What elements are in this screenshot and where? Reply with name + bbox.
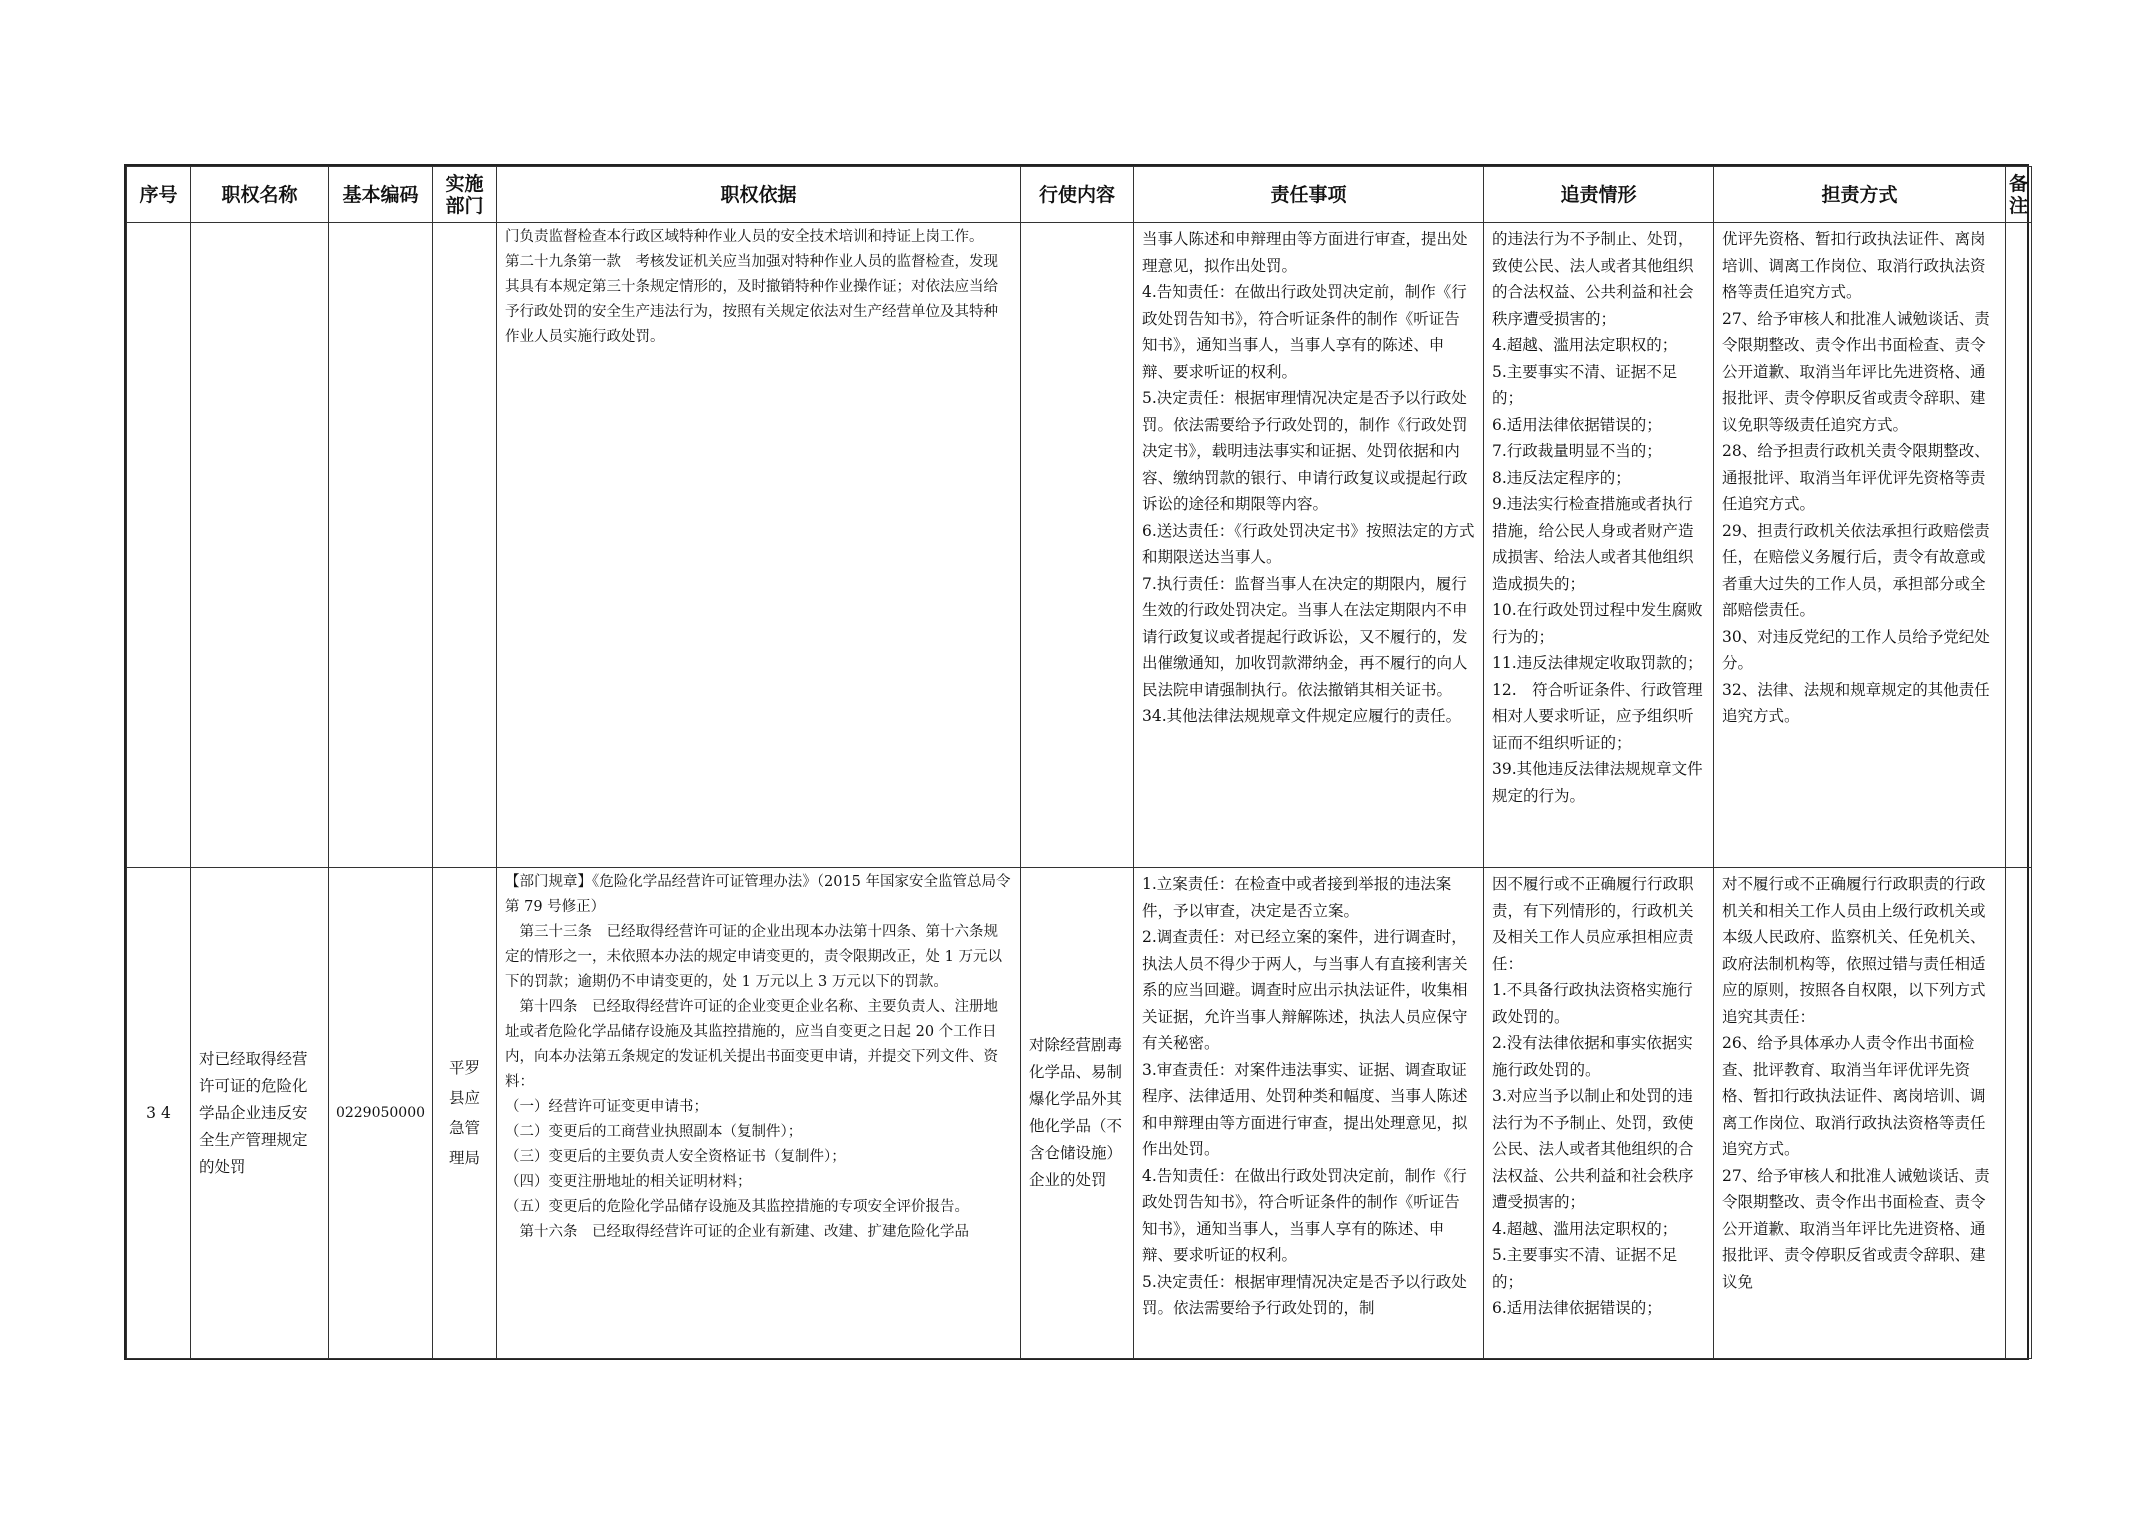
header-accountability: 追责情形 — [1484, 167, 1714, 223]
cell-note — [2006, 223, 2032, 868]
table-row — [127, 223, 2032, 868]
cell-code — [329, 223, 433, 868]
cell-basis: 【部门规章】《危险化学品经营许可证管理办法》（2015 年国家安全监管总局令第 79 号修正） 第三十三条 已经取得经营许可证的企业出现本办法第十四条、第十六条规定的情形之一，未依照本办法的规定申请变更的，责令限期改正，处 1 万元以下的罚款；逾期仍不申请变更的，处 1 万元以上 3 万元以下的罚款。 第十四条 已经取得经营许可证的企业变更企业名称、主要负责人、注册地址或者危险化学品储存设施及其监控措施的，应当自变更之日起 20 个工作日内，向本办法第五条规定的发证机关提出书面变更申请，并提交下列文件、资料： （一）经营许可证变更申请书； （二）变更后的工商营业执照副本（复制件）； （三）变更后的主要负责人安全资格证书（复制件）； （四）变更注册地址的相关证明材料； （五）变更后的危险化学品储存设施及其监控措施的专项安全评价报告。 第十六条 已经取得经营许可证的企业有新建、改建、扩建危险化学品 — [497, 868, 1021, 1359]
cell-seq: 3 4 — [127, 868, 191, 1359]
cell-accountability: 的违法行为不予制止、处罚，致使公民、法人或者其他组织的合法权益、公共利益和社会秩序遭受损害的； 4.超越、滥用法定职权的； 5.主要事实不清、证据不足的； 6.适用法律依据错误的； 7.行政裁量明显不当的； 8.违反法定程序的； 9.违法实行检查措施或者执行措施，给公民人身或者财产造成损害、给法人或者其他组织造成损失的； 10.在行政处罚过程中发生腐败行为的； 11.违反法律规定收取罚款的； 12. 符合听证条件、行政管理相对人要求听证，应予组织听证而不组织听证的； 39.其他违反法律法规规章文件规定的行为。 — [1484, 223, 1714, 868]
cell-note — [2006, 868, 2032, 1359]
responsibility-table-sheet — [124, 164, 2029, 1360]
cell-method: 优评先资格、暂扣行政执法证件、离岗培训、调离工作岗位、取消行政执法资格等责任追究方式。 27、给予审核人和批准人诫勉谈话、责令限期整改、责令作出书面检查、责令公开道歉、取消当年评比先进资格、通报批评、责令停职反省或责令辞职、建议免职等级责任追究方式。 28、给予担责行政机关责令限期整改、通报批评、取消当年评优评先资格等责任追究方式。 29、担责行政机关依法承担行政赔偿责任，在赔偿义务履行后，责令有故意或者重大过失的工作人员，承担部分或全部赔偿责任。 30、对违反党纪的工作人员给予党纪处分。 32、法律、法规和规章规定的其他责任追究方式。 — [1714, 223, 2006, 868]
cell-name — [191, 223, 329, 868]
header-seq: 序号 — [127, 167, 191, 223]
cell-basis: 门负责监督检查本行政区域特种作业人员的安全技术培训和持证上岗工作。 第二十九条第一款 考核发证机关应当加强对特种作业人员的监督检查，发现其具有本规定第三十条规定情形的，及时撤销特种作业操作证；对依法应当给予行政处罚的安全生产违法行为，按照有关规定依法对生产经营单位及其特种作业人员实施行政处罚。 — [497, 223, 1021, 868]
header-note: 备注 — [2006, 167, 2032, 223]
cell-code: 0229050000 — [329, 868, 433, 1359]
cell-duty: 1.立案责任：在检查中或者接到举报的违法案件，予以审查，决定是否立案。 2.调查责任：对已经立案的案件，进行调查时，执法人员不得少于两人，与当事人有直接利害关系的应当回避。调查时应出示执法证件，收集相关证据，允许当事人辩解陈述，执法人员应保守有关秘密。 3.审查责任：对案件违法事实、证据、调查取证程序、法律适用、处罚种类和幅度、当事人陈述和申辩理由等方面进行审查，提出处理意见，拟作出处罚。 4.告知责任：在做出行政处罚决定前，制作《行政处罚告知书》，符合听证条件的制作《听证告知书》，通知当事人，当事人享有的陈述、申辩、要求听证的权利。 5.决定责任：根据审理情况决定是否予以行政处罚。依法需要给予行政处罚的，制 — [1134, 868, 1484, 1359]
cell-dept: 平罗县应急管理局 — [433, 868, 497, 1359]
header-code: 基本编码 — [329, 167, 433, 223]
cell-method: 对不履行或不正确履行行政职责的行政机关和相关工作人员由上级行政机关或本级人民政府、监察机关、任免机关、政府法制机构等，依照过错与责任相适应的原则，按照各自权限，以下列方式追究其责任： 26、给予具体承办人责令作出书面检查、批评教育、取消当年评优评先资格、暂扣行政执法证件、离岗培训、调离工作岗位、取消行政执法资格等责任追究方式。 27、给予审核人和批准人诫勉谈话、责令限期整改、责令作出书面检查、责令公开道歉、取消当年评比先进资格、通报批评、责令停职反省或责令辞职、建议免 — [1714, 868, 2006, 1359]
cell-dept — [433, 223, 497, 868]
cell-duty: 当事人陈述和申辩理由等方面进行审查，提出处理意见，拟作出处罚。 4.告知责任：在做出行政处罚决定前，制作《行政处罚告知书》，符合听证条件的制作《听证告知书》，通知当事人，当事人享有的陈述、申辩、要求听证的权利。 5.决定责任：根据审理情况决定是否予以行政处罚。依法需要给予行政处罚的，制作《行政处罚决定书》，载明违法事实和证据、处罚依据和内容、缴纳罚款的银行、申请行政复议或提起行政诉讼的途径和期限等内容。 6.送达责任：《行政处罚决定书》按照法定的方式和期限送达当事人。 7.执行责任：监督当事人在决定的期限内，履行生效的行政处罚决定。当事人在法定期限内不申请行政复议或者提起行政诉讼，又不履行的，发出催缴通知，加收罚款滞纳金，再不履行的向人民法院申请强制执行。依法撤销其相关证书。 34.其他法律法规规章文件规定应履行的责任。 — [1134, 223, 1484, 868]
header-row — [127, 167, 2032, 223]
header-content: 行使内容 — [1021, 167, 1134, 223]
cell-accountability: 因不履行或不正确履行行政职责，有下列情形的，行政机关及相关工作人员应承担相应责任： 1.不具备行政执法资格实施行政处罚的。 2.没有法律依据和事实依据实施行政处罚的。 3.对应当予以制止和处罚的违法行为不予制止、处罚，致使公民、法人或者其他组织的合法权益、公共利益和社会秩序遭受损害的； 4.超越、滥用法定职权的； 5.主要事实不清、证据不足的； 6.适用法律依据错误的； — [1484, 868, 1714, 1359]
cell-name: 对已经取得经营许可证的危险化学品企业违反安全生产管理规定的处罚 — [191, 868, 329, 1359]
header-method: 担责方式 — [1714, 167, 2006, 223]
cell-content — [1021, 223, 1134, 868]
header-duty: 责任事项 — [1134, 167, 1484, 223]
header-dept: 实施部门 — [433, 167, 497, 223]
table-row — [127, 868, 2032, 1359]
cell-seq — [127, 223, 191, 868]
header-name: 职权名称 — [191, 167, 329, 223]
cell-content: 对除经营剧毒化学品、易制爆化学品外其他化学品（不含仓储设施）企业的处罚 — [1021, 868, 1134, 1359]
responsibility-table — [126, 166, 2032, 1359]
header-basis: 职权依据 — [497, 167, 1021, 223]
